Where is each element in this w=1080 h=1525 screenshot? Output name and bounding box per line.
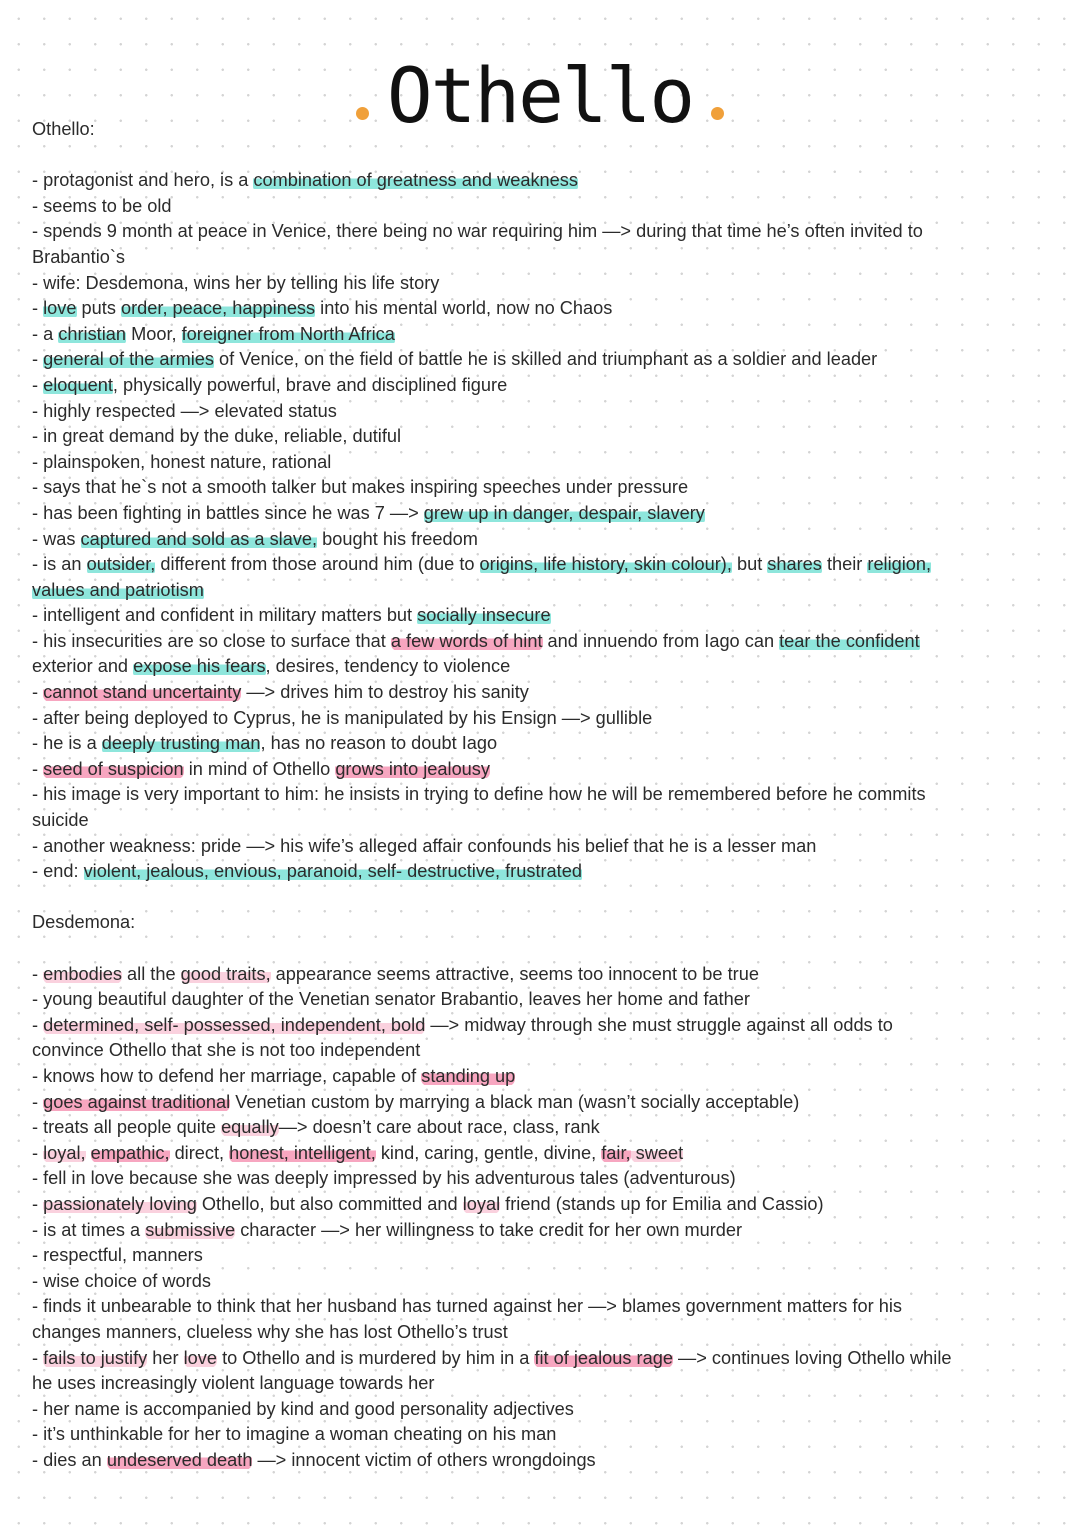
note-line [32,168,1032,194]
note-line [32,322,1032,348]
note-text: friend (stands up for Emilia and Cassio) [500,1193,824,1214]
note-line [32,1192,1032,1218]
note-text: - [32,1014,44,1035]
note-line [32,910,1032,936]
note-text: - highly respected —> elevated status [32,400,337,421]
note-line [32,271,1032,297]
note-text: —> doesn’t care about race, class, rank [278,1117,600,1138]
note-text: - his image is very important to him: he insists in trying to define how he will be remembered before he commits [32,784,926,805]
highlighted-text: general of the armies [43,349,214,370]
highlighted-text: grows into jealousy [335,758,490,779]
highlighted-text: love [43,298,77,319]
blank-line [32,143,1032,169]
note-text: - knows how to defend her marriage, capable of [32,1065,422,1086]
note-line [32,219,1032,245]
note-line [32,808,1032,834]
notes-body [32,117,1032,1473]
note-line [32,450,1032,476]
highlighted-text: honest, intelligent, [229,1142,376,1163]
highlighted-text: determined, self- possessed, independent, bold [43,1014,426,1035]
note-line [32,1141,1032,1167]
blank-line [32,885,1032,911]
note-text: all the [122,963,181,984]
note-line [32,1294,1032,1320]
note-text: - respectful, manners [32,1245,203,1266]
note-text: - seems to be old [32,195,172,216]
highlighted-text: values and patriotism [32,579,204,600]
note-text: - finds it unbearable to think that her husband has turned against her —> blames government matters for his [32,1296,902,1317]
note-text: - is an [32,554,87,575]
blank-line [32,936,1032,962]
highlighted-text: seed of suspicion [43,758,184,779]
note-text: convince Othello that she is not too independent [32,1040,421,1061]
note-text: - he is a [32,733,102,754]
note-text: - [32,1142,44,1163]
highlighted-text: goes against traditional [43,1091,231,1112]
highlighted-text: undeserved death [106,1449,253,1470]
note-text: appearance seems attractive, seems too innocent to be true [270,963,759,984]
note-text: - [32,349,44,370]
note-text: - was [32,528,81,549]
note-text: - intelligent and confident in military matters but [32,605,418,626]
highlighted-text: fails to justify [43,1347,148,1368]
note-line [32,552,1032,578]
note-line [32,117,1032,143]
note-text: her [147,1347,184,1368]
note-line [32,1090,1032,1116]
note-text: - in great demand by the duke, reliable, dutiful [32,426,402,447]
note-text: - his insecurities are so close to surface that [32,630,391,651]
note-text: character —> her willingness to take credit for her own murder [235,1219,743,1240]
highlighted-text: deeply trusting man [101,733,261,754]
note-text: - [32,682,44,703]
note-line [32,987,1032,1013]
note-line [32,1371,1032,1397]
note-text: bought his freedom [317,528,478,549]
note-line [32,680,1032,706]
note-line [32,296,1032,322]
note-text: - wife: Desdemona, wins her by telling his life story [32,272,440,293]
highlighted-text: empathic, [90,1142,170,1163]
note-text: - young beautiful daughter of the Venetian senator Brabantio, leaves her home and father [32,989,750,1010]
highlighted-text: foreigner from North Africa [181,323,395,344]
highlighted-text: standing up [421,1065,516,1086]
note-text: - [32,758,44,779]
highlighted-text: order, peace, happiness [120,298,316,319]
highlighted-text: fit of jealous rage [534,1347,673,1368]
note-line [32,629,1032,655]
note-text: - [32,1193,44,1214]
note-text: - [32,1347,44,1368]
note-line [32,1269,1032,1295]
note-line [32,962,1032,988]
note-line [32,706,1032,732]
note-line [32,1397,1032,1423]
note-line [32,782,1032,808]
note-text: direct, [169,1142,230,1163]
highlighted-text: love [183,1347,218,1368]
note-text: different from those around him (due to [155,554,480,575]
note-text: of Venice, on the field of battle he is skilled and triumphant as a soldier and leader [213,349,878,370]
note-text: into his mental world, now no Chaos [315,298,613,319]
note-line [32,527,1032,553]
note-line [32,1320,1032,1346]
note-text: suicide [32,810,89,831]
note-text: - it’s unthinkable for her to imagine a woman cheating on his man [32,1424,557,1445]
note-text: - plainspoken, honest nature, rational [32,451,332,472]
note-line [32,475,1032,501]
note-line [32,1346,1032,1372]
note-text: Othello, but also committed and [196,1193,463,1214]
highlighted-text: violent, jealous, envious, paranoid, self- destructive, frustrated [83,861,582,882]
note-line [32,1115,1032,1141]
highlighted-text: expose his fears [133,656,266,677]
note-text: Othello: [32,119,95,139]
note-line [32,1243,1032,1269]
note-text: in mind of Othello [183,758,336,779]
note-text: - a [32,323,59,344]
note-text [86,1143,91,1163]
highlighted-text: passionately loving [43,1193,197,1214]
highlighted-text: grew up in danger, despair, slavery [423,502,705,523]
page-title: Othello [386,51,694,140]
note-line [32,1448,1032,1474]
note-line [32,578,1032,604]
note-line [32,424,1032,450]
highlighted-text: loyal [462,1193,501,1214]
note-text: changes manners, clueless why she has lost Othello’s trust [32,1321,508,1342]
highlighted-text: a few words of hint [390,630,543,651]
highlighted-text: religion, [867,554,932,575]
note-line [32,347,1032,373]
note-text: puts [76,298,121,319]
note-line [32,1064,1032,1090]
note-text: and innuendo from Iago can [542,630,780,651]
note-text: - wise choice of words [32,1270,211,1291]
highlighted-text: submissive [145,1219,236,1240]
note-text: , physically powerful, brave and disciplined figure [112,374,508,395]
note-line [32,1013,1032,1039]
note-text: - fell in love because she was deeply impressed by his adventurous tales (adventurous) [32,1168,736,1189]
note-text: , desires, tendency to violence [265,656,511,677]
note-text: - [32,298,44,319]
note-text: to Othello and is murdered by him in a [217,1347,535,1368]
highlighted-text: outsider, [86,554,156,575]
note-line [32,194,1032,220]
note-text: Desdemona: [32,912,136,933]
note-line [32,834,1032,860]
note-text: —> drives him to destroy his sanity [241,682,529,703]
highlighted-text: fair, [601,1142,631,1163]
highlighted-text: eloquent [43,374,113,395]
note-text: - [32,1091,44,1112]
highlighted-text: shares [767,554,822,575]
highlighted-text: cannot stand uncertainty [43,682,242,703]
note-text: - treats all people quite [32,1117,222,1138]
note-line [32,859,1032,885]
note-text: - [32,374,44,395]
note-line [32,757,1032,783]
highlighted-text: combination of greatness and weakness [253,170,578,191]
note-text: - after being deployed to Cyprus, he is manipulated by his Ensign —> gullible [32,707,653,728]
note-text: , has no reason to doubt Iago [260,733,498,754]
note-text: Venetian custom by marrying a black man (wasn’t socially acceptable) [230,1091,800,1112]
highlighted-text: tear the confident [779,630,920,651]
note-text: Moor, [126,323,182,344]
highlighted-text: socially insecure [417,605,551,626]
note-line [32,603,1032,629]
note-line [32,501,1032,527]
note-text: - [32,963,44,984]
highlighted-text: sweet [630,1142,684,1163]
note-line [32,1218,1032,1244]
note-line [32,1422,1032,1448]
highlighted-text: christian [58,323,127,344]
note-text: —> innocent victim of others wrongdoings [252,1449,596,1470]
note-text: - end: [32,861,84,882]
highlighted-text: good traits, [180,963,271,984]
note-text: - dies an [32,1449,107,1470]
highlighted-text: embodies [43,963,122,984]
note-line [32,399,1032,425]
note-text: —> midway through she must struggle against all odds to [425,1014,893,1035]
note-text: - her name is accompanied by kind and good personality adjectives [32,1398,574,1419]
note-text: - protagonist and hero, is a [32,170,254,191]
note-text: he uses increasingly violent language towards her [32,1373,435,1394]
note-line [32,373,1032,399]
note-text: - another weakness: pride —> his wife’s alleged affair confounds his belief that he is a lesser man [32,835,817,856]
note-text: - is at times a [32,1219,146,1240]
note-text: exterior and [32,656,134,677]
note-text: - says that he`s not a smooth talker but makes inspiring speeches under pressure [32,477,689,498]
note-line [32,731,1032,757]
note-line [32,654,1032,680]
highlighted-text: loyal, [43,1142,86,1163]
note-text: —> continues loving Othello while [672,1347,952,1368]
note-line [32,1038,1032,1064]
highlighted-text: equally [221,1117,279,1138]
note-line [32,1166,1032,1192]
note-text: but [731,554,768,575]
note-text: their [821,554,868,575]
highlighted-text: captured and sold as a slave, [80,528,318,549]
note-line [32,245,1032,271]
note-text: - has been fighting in battles since he was 7 —> [32,502,424,523]
note-text: - spends 9 month at peace in Venice, there being no war requiring him —> during that time he’s often invited to [32,221,923,242]
note-text: kind, caring, gentle, divine, [375,1142,602,1163]
highlighted-text: origins, life history, skin colour), [479,554,732,575]
note-text: Brabantio`s [32,246,126,267]
